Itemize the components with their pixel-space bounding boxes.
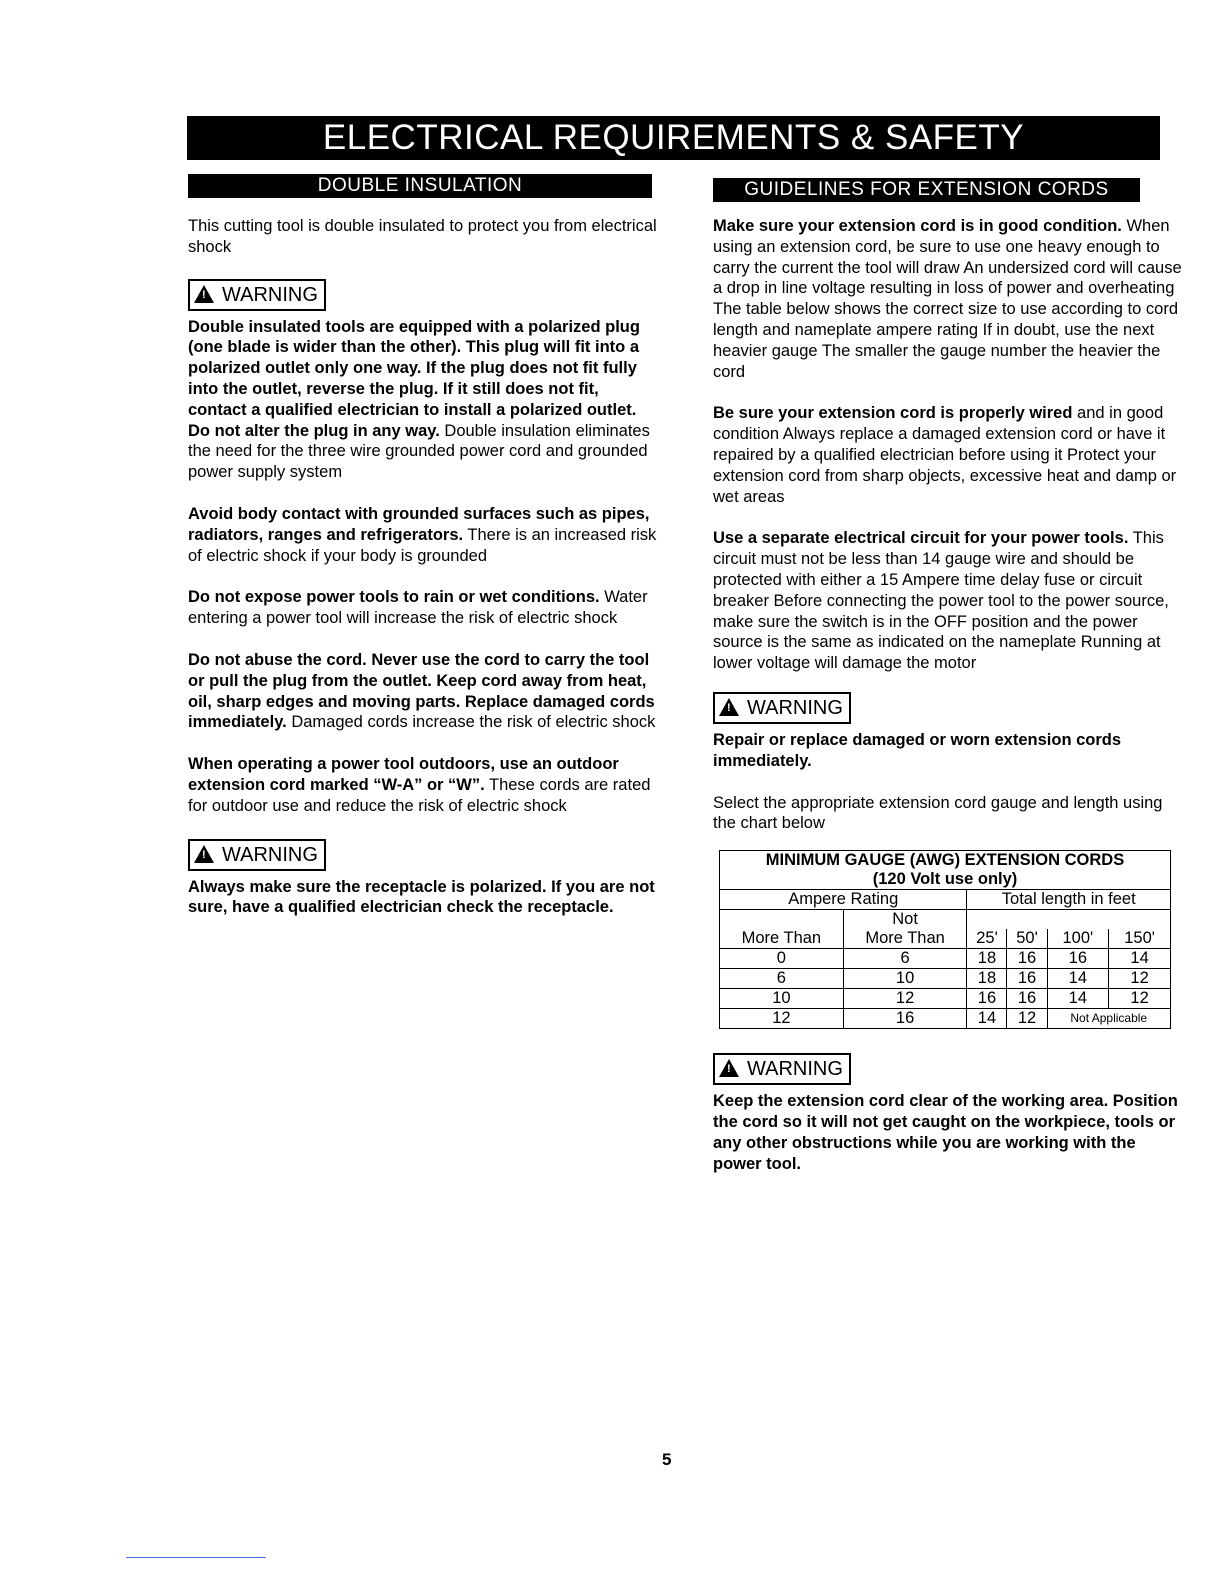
polarized-plug-paragraph: [188, 317, 658, 483]
section-header-label: DOUBLE INSULATION: [317, 175, 523, 196]
table-cell: 12: [843, 989, 967, 1009]
properly-wired-paragraph: [713, 403, 1187, 507]
table-cell: 14: [1047, 969, 1109, 989]
table-row: [720, 949, 1171, 969]
length-header: 150': [1109, 929, 1171, 949]
warning-badge: [188, 279, 326, 311]
table-cell: 18: [967, 969, 1007, 989]
table-cell: 6: [843, 949, 967, 969]
receptacle-warning-paragraph: Always make sure the receptacle is polarized. If you are not sure, have a qualified electrician check the receptacle.: [188, 877, 655, 917]
table-cell: 12: [720, 1009, 844, 1029]
length-header: 50': [1007, 929, 1047, 949]
footnote-divider: [126, 1557, 266, 1558]
table-cell: 16: [1007, 989, 1047, 1009]
table-title: MINIMUM GAUGE (AWG) EXTENSION CORDS: [720, 851, 1171, 871]
gauge-table: [719, 850, 1171, 1029]
not-more-than-header: More Than: [843, 929, 967, 949]
table-cell: 14: [967, 1009, 1007, 1029]
table-cell: 10: [720, 989, 844, 1009]
select-gauge-paragraph: Select the appropriate extension cord gauge and length using the chart below: [713, 793, 1163, 833]
warning-label: WARNING: [222, 283, 318, 306]
table-cell: 14: [1109, 949, 1171, 969]
table-row: [720, 969, 1171, 989]
table-cell: 16: [967, 989, 1007, 1009]
warning-triangle-icon: [194, 285, 214, 303]
separate-circuit-paragraph: [713, 528, 1187, 674]
table-cell: 16: [1007, 969, 1047, 989]
warning-triangle-icon: [719, 1059, 739, 1077]
table-cell: 16: [1047, 949, 1109, 969]
table-subtitle: (120 Volt use only): [720, 870, 1171, 890]
table-cell: 12: [1007, 1009, 1047, 1029]
body-text: There is an increased risk of electric shock if your body is grounded: [188, 525, 657, 565]
warning-label: WARNING: [747, 1058, 843, 1081]
table-cell: 16: [1007, 949, 1047, 969]
table-cell: 14: [1047, 989, 1109, 1009]
table-cell: 10: [843, 969, 967, 989]
table-col-header-row-2: [720, 929, 1171, 949]
bold-text: When operating a power tool outdoors, use an outdoor extension cord marked “W-A” or “W”.: [188, 755, 619, 794]
left-column: [188, 216, 658, 939]
bold-text: Do not abuse the cord. Never use the cord to carry the tool or pull the plug from the outlet. Keep cord away from heat, oil, sharp edges and moving parts. Replace damaged cords immediately.: [188, 650, 655, 732]
intro-paragraph: This cutting tool is double insulated to protect you from electrical shock: [188, 217, 657, 256]
page-number: 5: [662, 1450, 672, 1469]
bold-text: Be sure your extension cord is properly wired: [713, 404, 1073, 423]
grounded-surfaces-paragraph: [188, 504, 658, 566]
page-title: ELECTRICAL REQUIREMENTS & SAFETY: [187, 116, 1160, 160]
section-header-extension-cords: [713, 178, 1140, 202]
table-cell: 0: [720, 949, 844, 969]
bold-text: Double insulated tools are equipped with a polarized plug (one blade is wider than the other). This plug will fit into a polarized outlet only one way. If the plug does not fit fully into the outlet, reverse the plug. If it still does not fit, contact a qualified electrician to install a polarized outlet. Do not alter the plug in any way.: [188, 317, 640, 440]
body-text: When using an extension cord, be sure to use one heavy enough to carry the current the tool will draw An undersized cord will cause a drop in line voltage resulting in loss of power and overheating The table below shows the correct size to use according to cord length and nameplate ampere rating If in doubt, use the next heavier gauge The smaller the gauge number the heavier the cord: [713, 217, 1182, 381]
table-group-header-row: [720, 890, 1171, 910]
table-cell: 16: [843, 1009, 967, 1029]
cord-abuse-paragraph: [188, 650, 658, 733]
section-header-label: GUIDELINES FOR EXTENSION CORDS: [744, 179, 1109, 200]
body-text: These cords are rated for outdoor use and reduce the risk of electric shock: [188, 775, 651, 815]
repair-cords-warning-paragraph: Repair or replace damaged or worn extension cords immediately.: [713, 730, 1122, 770]
warning-triangle-icon: [194, 845, 214, 863]
warning-badge: [713, 692, 851, 724]
bold-text: Do not expose power tools to rain or wet conditions.: [188, 588, 600, 607]
warning-label: WARNING: [222, 843, 318, 866]
body-text: and in good condition Always replace a damaged extension cord or have it repaired by a qualified electrician before using it Protect your extension cord from sharp objects, excessive heat and damp or wet areas: [713, 404, 1177, 506]
body-text: Double insulation eliminates the need for the three wire grounded power cord and grounded power supply system: [188, 421, 650, 482]
table-cell: 6: [720, 969, 844, 989]
warning-label: WARNING: [747, 696, 843, 719]
ampere-rating-header: Ampere Rating: [720, 890, 967, 910]
total-length-header: Total length in feet: [967, 890, 1171, 910]
length-header: 25': [967, 929, 1007, 949]
warning-triangle-icon: [719, 698, 739, 716]
more-than-header: More Than: [720, 929, 844, 949]
table-cell-not-applicable: Not Applicable: [1047, 1009, 1171, 1029]
length-header: 100': [1047, 929, 1109, 949]
bold-text: Avoid body contact with grounded surfaces such as pipes, radiators, ranges and refrigerators.: [188, 504, 650, 544]
rain-paragraph: [188, 587, 658, 629]
body-text: This circuit must not be less than 14 gauge wire and should be protected with either a 15 Ampere time delay fuse or circuit breaker Before connecting the power tool to the power source, make sure the switch is in the OFF position and the power source is the same as indicated on the nameplate Running at lower voltage will damage the motor: [713, 529, 1169, 673]
bold-text: Make sure your extension cord is in good condition.: [713, 217, 1122, 235]
warning-badge: [188, 839, 326, 871]
table-col-header-row-1: [720, 910, 1171, 930]
section-header-double-insulation: [188, 174, 652, 198]
right-column: [713, 216, 1187, 1195]
body-text: Water entering a power tool will increase the risk of electric shock: [188, 588, 648, 628]
table-cell: 18: [967, 949, 1007, 969]
table-row: [720, 1009, 1171, 1029]
cord-condition-paragraph: [713, 216, 1187, 382]
table-row: [720, 989, 1171, 1009]
outdoor-paragraph: [188, 754, 658, 816]
warning-badge: [713, 1053, 851, 1085]
table-title-row: [720, 851, 1171, 871]
table-cell: 12: [1109, 969, 1171, 989]
body-text: Damaged cords increase the risk of electric shock: [286, 713, 656, 732]
table-subtitle-row: [720, 870, 1171, 890]
keep-cord-clear-warning-paragraph: Keep the extension cord clear of the working area. Position the cord so it will not get caught on the workpiece, tools or any other obstructions while you are working with the power tool.: [713, 1092, 1178, 1173]
table-cell: 12: [1109, 989, 1171, 1009]
not-header: Not: [843, 910, 967, 930]
bold-text: Use a separate electrical circuit for your power tools.: [713, 529, 1129, 548]
